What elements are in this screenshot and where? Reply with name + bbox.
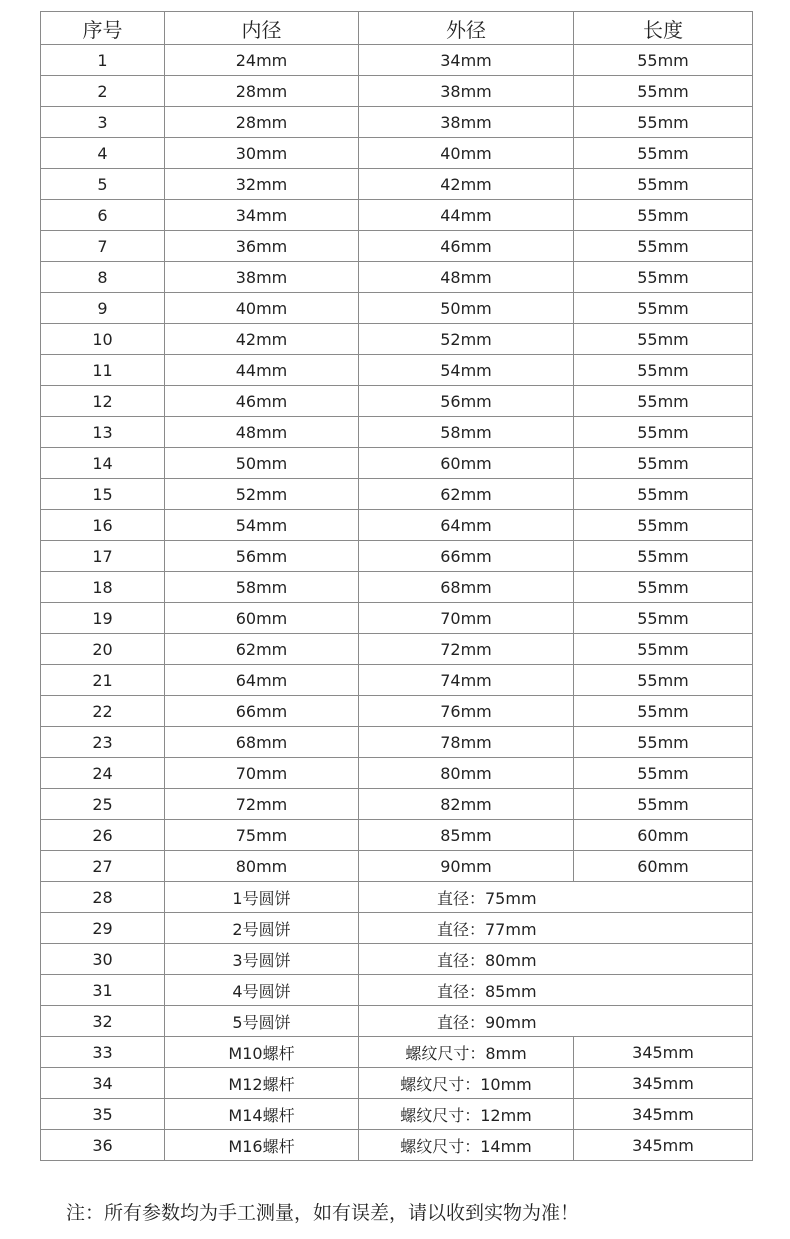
cell-inner-diameter: 42mm [165, 324, 359, 355]
cell-length: 55mm [574, 231, 753, 262]
cell-length: 55mm [574, 727, 753, 758]
cell-diameter-spec: 直径：75mm [359, 882, 753, 913]
footnote: 注：所有参数均为手工测量，如有误差，请以收到实物为准！ [66, 1202, 580, 1224]
cell-index: 31 [41, 975, 165, 1006]
cell-outer-diameter: 78mm [359, 727, 574, 758]
cell-index: 3 [41, 107, 165, 138]
table-header-row [41, 12, 753, 45]
cell-inner-diameter: 44mm [165, 355, 359, 386]
cell-diameter-spec: 直径：80mm [359, 944, 753, 975]
cell-index: 27 [41, 851, 165, 882]
cell-outer-diameter: 90mm [359, 851, 574, 882]
cell-inner-diameter: 62mm [165, 634, 359, 665]
cell-length: 55mm [574, 324, 753, 355]
cell-outer-diameter: 66mm [359, 541, 574, 572]
cell-inner-diameter: 24mm [165, 45, 359, 76]
table-row [41, 789, 753, 820]
table-row [41, 882, 753, 913]
cell-inner-diameter: 46mm [165, 386, 359, 417]
header-index: 序号 [41, 12, 165, 45]
cell-inner-diameter: M10螺杆 [165, 1037, 359, 1068]
table-row [41, 1006, 753, 1037]
cell-inner-diameter: 2号圆饼 [165, 913, 359, 944]
cell-index: 30 [41, 944, 165, 975]
cell-outer-diameter: 60mm [359, 448, 574, 479]
cell-inner-diameter: 28mm [165, 107, 359, 138]
cell-outer-diameter: 56mm [359, 386, 574, 417]
cell-length: 55mm [574, 510, 753, 541]
cell-outer-diameter: 螺纹尺寸：8mm [359, 1037, 574, 1068]
cell-length: 55mm [574, 696, 753, 727]
cell-inner-diameter: 5号圆饼 [165, 1006, 359, 1037]
table-row [41, 541, 753, 572]
cell-index: 2 [41, 76, 165, 107]
cell-diameter-spec: 直径：85mm [359, 975, 753, 1006]
cell-inner-diameter: 38mm [165, 262, 359, 293]
table-row [41, 727, 753, 758]
cell-length: 55mm [574, 417, 753, 448]
cell-index: 35 [41, 1099, 165, 1130]
table-row [41, 324, 753, 355]
cell-inner-diameter: 3号圆饼 [165, 944, 359, 975]
cell-outer-diameter: 58mm [359, 417, 574, 448]
cell-length: 345mm [574, 1068, 753, 1099]
cell-index: 28 [41, 882, 165, 913]
cell-inner-diameter: 30mm [165, 138, 359, 169]
cell-length: 60mm [574, 820, 753, 851]
cell-index: 10 [41, 324, 165, 355]
cell-inner-diameter: 50mm [165, 448, 359, 479]
table-row [41, 913, 753, 944]
cell-outer-diameter: 80mm [359, 758, 574, 789]
table-row [41, 603, 753, 634]
table-row [41, 1099, 753, 1130]
cell-length: 55mm [574, 76, 753, 107]
table-row [41, 820, 753, 851]
header-outer-diameter: 外径 [359, 12, 574, 45]
cell-index: 9 [41, 293, 165, 324]
cell-outer-diameter: 50mm [359, 293, 574, 324]
cell-inner-diameter: 54mm [165, 510, 359, 541]
cell-length: 345mm [574, 1099, 753, 1130]
cell-index: 5 [41, 169, 165, 200]
cell-inner-diameter: M14螺杆 [165, 1099, 359, 1130]
table-row [41, 634, 753, 665]
cell-outer-diameter: 螺纹尺寸：12mm [359, 1099, 574, 1130]
table-row [41, 479, 753, 510]
cell-inner-diameter: 28mm [165, 76, 359, 107]
header-inner-diameter: 内径 [165, 12, 359, 45]
table-row [41, 1130, 753, 1161]
cell-inner-diameter: 66mm [165, 696, 359, 727]
spec-table [40, 11, 753, 1161]
cell-outer-diameter: 38mm [359, 107, 574, 138]
table-row [41, 138, 753, 169]
table-row [41, 293, 753, 324]
cell-outer-diameter: 70mm [359, 603, 574, 634]
cell-inner-diameter: 58mm [165, 572, 359, 603]
table-row [41, 262, 753, 293]
cell-length: 55mm [574, 448, 753, 479]
cell-index: 18 [41, 572, 165, 603]
cell-outer-diameter: 74mm [359, 665, 574, 696]
cell-inner-diameter: 4号圆饼 [165, 975, 359, 1006]
cell-outer-diameter: 34mm [359, 45, 574, 76]
cell-inner-diameter: 1号圆饼 [165, 882, 359, 913]
cell-inner-diameter: 60mm [165, 603, 359, 634]
cell-inner-diameter: 40mm [165, 293, 359, 324]
cell-index: 22 [41, 696, 165, 727]
cell-diameter-spec: 直径：90mm [359, 1006, 753, 1037]
cell-index: 32 [41, 1006, 165, 1037]
cell-length: 345mm [574, 1130, 753, 1161]
table-row [41, 975, 753, 1006]
cell-length: 55mm [574, 107, 753, 138]
table-row [41, 1037, 753, 1068]
table-row [41, 944, 753, 975]
cell-index: 21 [41, 665, 165, 696]
table-row [41, 1068, 753, 1099]
cell-outer-diameter: 52mm [359, 324, 574, 355]
cell-length: 55mm [574, 603, 753, 634]
table-row [41, 696, 753, 727]
cell-index: 36 [41, 1130, 165, 1161]
cell-index: 6 [41, 200, 165, 231]
cell-outer-diameter: 54mm [359, 355, 574, 386]
cell-inner-diameter: 70mm [165, 758, 359, 789]
cell-index: 15 [41, 479, 165, 510]
cell-inner-diameter: 34mm [165, 200, 359, 231]
cell-length: 55mm [574, 355, 753, 386]
cell-length: 55mm [574, 293, 753, 324]
cell-index: 23 [41, 727, 165, 758]
cell-index: 19 [41, 603, 165, 634]
cell-length: 55mm [574, 758, 753, 789]
header-length: 长度 [574, 12, 753, 45]
cell-outer-diameter: 76mm [359, 696, 574, 727]
cell-inner-diameter: 32mm [165, 169, 359, 200]
cell-inner-diameter: 64mm [165, 665, 359, 696]
table-row [41, 572, 753, 603]
table-row [41, 851, 753, 882]
cell-inner-diameter: 52mm [165, 479, 359, 510]
cell-length: 55mm [574, 45, 753, 76]
cell-outer-diameter: 48mm [359, 262, 574, 293]
cell-length: 55mm [574, 541, 753, 572]
cell-index: 24 [41, 758, 165, 789]
cell-outer-diameter: 螺纹尺寸：10mm [359, 1068, 574, 1099]
table-row [41, 231, 753, 262]
cell-length: 55mm [574, 572, 753, 603]
cell-length: 55mm [574, 262, 753, 293]
cell-inner-diameter: 68mm [165, 727, 359, 758]
cell-index: 1 [41, 45, 165, 76]
table-row [41, 200, 753, 231]
cell-index: 11 [41, 355, 165, 386]
cell-length: 55mm [574, 789, 753, 820]
table-row [41, 417, 753, 448]
table-row [41, 76, 753, 107]
cell-outer-diameter: 42mm [359, 169, 574, 200]
cell-index: 7 [41, 231, 165, 262]
cell-outer-diameter: 38mm [359, 76, 574, 107]
cell-outer-diameter: 40mm [359, 138, 574, 169]
cell-length: 55mm [574, 138, 753, 169]
table-row [41, 386, 753, 417]
cell-index: 20 [41, 634, 165, 665]
cell-index: 16 [41, 510, 165, 541]
cell-outer-diameter: 72mm [359, 634, 574, 665]
cell-index: 25 [41, 789, 165, 820]
table-row [41, 758, 753, 789]
table-row [41, 448, 753, 479]
table-row [41, 107, 753, 138]
cell-length: 55mm [574, 479, 753, 510]
cell-length: 55mm [574, 634, 753, 665]
table-row [41, 169, 753, 200]
cell-index: 29 [41, 913, 165, 944]
cell-inner-diameter: 36mm [165, 231, 359, 262]
cell-inner-diameter: M16螺杆 [165, 1130, 359, 1161]
cell-index: 14 [41, 448, 165, 479]
cell-outer-diameter: 44mm [359, 200, 574, 231]
table-row [41, 45, 753, 76]
table-row [41, 355, 753, 386]
table-row [41, 510, 753, 541]
cell-inner-diameter: 80mm [165, 851, 359, 882]
cell-outer-diameter: 85mm [359, 820, 574, 851]
cell-length: 55mm [574, 386, 753, 417]
cell-length: 55mm [574, 665, 753, 696]
cell-outer-diameter: 46mm [359, 231, 574, 262]
cell-outer-diameter: 68mm [359, 572, 574, 603]
cell-length: 55mm [574, 200, 753, 231]
cell-inner-diameter: 56mm [165, 541, 359, 572]
cell-index: 17 [41, 541, 165, 572]
cell-outer-diameter: 62mm [359, 479, 574, 510]
table-row [41, 665, 753, 696]
table-body [41, 45, 753, 1161]
cell-index: 26 [41, 820, 165, 851]
cell-outer-diameter: 64mm [359, 510, 574, 541]
cell-inner-diameter: 72mm [165, 789, 359, 820]
cell-length: 345mm [574, 1037, 753, 1068]
cell-length: 60mm [574, 851, 753, 882]
cell-index: 12 [41, 386, 165, 417]
cell-inner-diameter: 75mm [165, 820, 359, 851]
cell-inner-diameter: M12螺杆 [165, 1068, 359, 1099]
cell-outer-diameter: 螺纹尺寸：14mm [359, 1130, 574, 1161]
cell-length: 55mm [574, 169, 753, 200]
cell-index: 8 [41, 262, 165, 293]
cell-outer-diameter: 82mm [359, 789, 574, 820]
cell-index: 4 [41, 138, 165, 169]
cell-index: 34 [41, 1068, 165, 1099]
cell-inner-diameter: 48mm [165, 417, 359, 448]
cell-index: 13 [41, 417, 165, 448]
cell-index: 33 [41, 1037, 165, 1068]
cell-diameter-spec: 直径：77mm [359, 913, 753, 944]
